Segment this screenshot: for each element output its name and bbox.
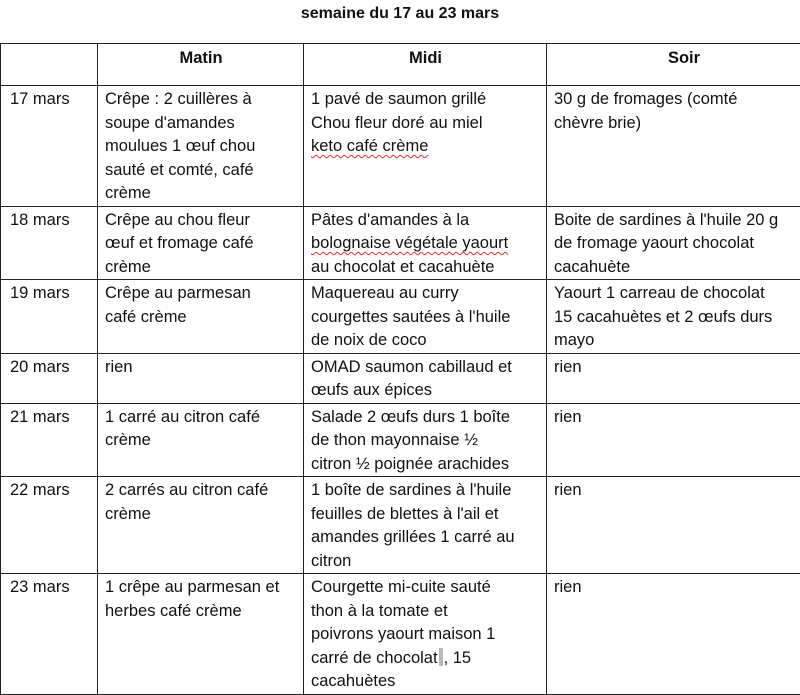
cell-line: rien	[554, 408, 582, 426]
cell-line: café crème	[105, 308, 187, 326]
table-row	[1, 353, 800, 403]
soir-cell[interactable]	[547, 477, 800, 574]
cell-line: mayo	[554, 331, 594, 349]
cell-line: 1 crêpe au parmesan et	[105, 578, 279, 596]
cell-line: Boite de sardines à l'huile 20 g	[554, 211, 778, 229]
midi-cell[interactable]	[304, 403, 547, 477]
cell-line: rien	[554, 358, 582, 376]
cell-line: soupe d'amandes	[105, 114, 235, 132]
cell-line: de fromage yaourt chocolat	[554, 234, 754, 252]
cell-line: poivrons yaourt maison 1	[311, 625, 495, 643]
cell-line: Crêpe : 2 cuillères à	[105, 90, 252, 108]
cell-line: thon à la tomate et	[311, 602, 448, 620]
cell-line: 1 carré au citron café	[105, 408, 260, 426]
cell-line: amandes grillées 1 carré au	[311, 528, 515, 546]
matin-cell[interactable]	[98, 574, 304, 695]
matin-cell[interactable]	[98, 280, 304, 354]
midi-cell[interactable]	[304, 477, 547, 574]
cell-line: Crêpe au chou fleur	[105, 211, 250, 229]
cell-line: carré de chocolat	[311, 649, 438, 667]
cell-line: rien	[105, 358, 133, 376]
day-cell[interactable]: 18 mars	[1, 206, 98, 280]
cell-line: Chou fleur doré au miel	[311, 114, 483, 132]
cell-line: sauté et comté, café	[105, 161, 254, 179]
table-row	[1, 86, 800, 207]
table-row	[1, 477, 800, 574]
cell-line: cacahuètes	[311, 672, 395, 690]
table-row	[1, 280, 800, 354]
cell-line: cacahuète	[554, 258, 630, 276]
cell-line: 30 g de fromages (comté	[554, 90, 737, 108]
day-cell[interactable]: 22 mars	[1, 477, 98, 574]
meal-plan-table	[0, 43, 800, 695]
midi-cell[interactable]	[304, 86, 547, 207]
cell-line: feuilles de blettes à l'ail et	[311, 505, 499, 523]
cell-line: citron	[311, 552, 351, 570]
header-matin[interactable]: Matin	[98, 44, 304, 86]
cell-line: moulues 1 œuf chou	[105, 137, 255, 155]
cell-line: œufs aux épices	[311, 381, 432, 399]
soir-cell[interactable]	[547, 86, 800, 207]
midi-cell[interactable]	[304, 574, 547, 695]
matin-cell[interactable]	[98, 477, 304, 574]
header-midi[interactable]: Midi	[304, 44, 547, 86]
cell-line: au chocolat et cacahuète	[311, 258, 494, 276]
text-cursor	[439, 648, 443, 666]
soir-cell[interactable]	[547, 403, 800, 477]
cell-line: rien	[554, 481, 582, 499]
cell-line: Crêpe au parmesan	[105, 284, 251, 302]
day-cell[interactable]: 19 mars	[1, 280, 98, 354]
header-soir[interactable]: Soir	[547, 44, 800, 86]
cell-line: rien	[554, 578, 582, 596]
cell-line: œuf et fromage café	[105, 234, 254, 252]
matin-cell[interactable]	[98, 403, 304, 477]
cell-line: Pâtes d'amandes à la	[311, 211, 469, 229]
cell-line: 15 cacahuètes et 2 œufs durs	[554, 308, 772, 326]
table-row	[1, 574, 800, 695]
midi-cell[interactable]	[304, 353, 547, 403]
cell-line: Maquereau au curry	[311, 284, 459, 302]
cell-line: de noix de coco	[311, 331, 427, 349]
cell-line: 2 carrés au citron café	[105, 481, 268, 499]
day-cell[interactable]: 20 mars	[1, 353, 98, 403]
soir-cell[interactable]	[547, 353, 800, 403]
soir-cell[interactable]	[547, 206, 800, 280]
cell-line: courgettes sautées à l'huile	[311, 308, 510, 326]
day-cell[interactable]: 21 mars	[1, 403, 98, 477]
cell-line: crème	[105, 258, 151, 276]
cell-line: 1 pavé de saumon grillé	[311, 90, 486, 108]
cell-line: crème	[105, 431, 151, 449]
cell-line-spellcheck: bolognaise végétale yaourt	[311, 234, 508, 252]
header-day[interactable]	[1, 44, 98, 86]
cell-line: OMAD saumon cabillaud et	[311, 358, 512, 376]
cell-line: citron ½ poignée arachides	[311, 455, 509, 473]
cell-line: crème	[105, 184, 151, 202]
midi-cell[interactable]	[304, 206, 547, 280]
matin-cell[interactable]	[98, 206, 304, 280]
cell-line: 1 boîte de sardines à l'huile	[311, 481, 511, 499]
soir-cell[interactable]	[547, 280, 800, 354]
table-row	[1, 206, 800, 280]
header-row	[1, 44, 800, 86]
cell-line-spellcheck: keto café crème	[311, 137, 428, 155]
day-cell[interactable]: 17 mars	[1, 86, 98, 207]
midi-cell[interactable]	[304, 280, 547, 354]
matin-cell[interactable]	[98, 353, 304, 403]
table-row	[1, 403, 800, 477]
day-cell[interactable]: 23 mars	[1, 574, 98, 695]
cell-line: Courgette mi-cuite sauté	[311, 578, 491, 596]
page-title: semaine du 17 au 23 mars	[0, 4, 800, 24]
cell-line: herbes café crème	[105, 602, 242, 620]
cell-line: , 15	[444, 649, 472, 667]
matin-cell[interactable]	[98, 86, 304, 207]
cell-line: de thon mayonnaise ½	[311, 431, 478, 449]
cell-line: crème	[105, 505, 151, 523]
soir-cell[interactable]	[547, 574, 800, 695]
cell-line: Yaourt 1 carreau de chocolat	[554, 284, 765, 302]
cell-line: Salade 2 œufs durs 1 boîte	[311, 408, 510, 426]
cell-line: chèvre brie)	[554, 114, 641, 132]
